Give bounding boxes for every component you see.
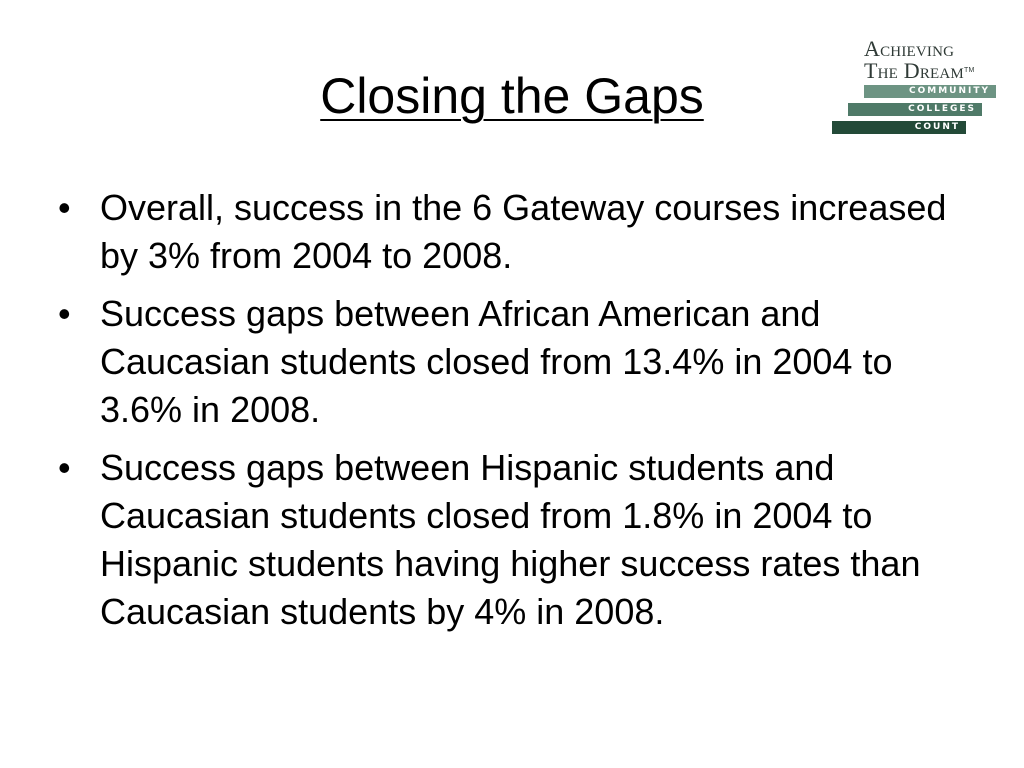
bullet-text: Overall, success in the 6 Gateway courses increased by 3% from 2004 to 2008. (100, 187, 947, 276)
bullet-item (52, 184, 982, 280)
logo-bar-community: COMMUNITY (864, 85, 996, 98)
logo-bar-colleges: COLLEGES (848, 103, 982, 116)
logo-trademark: TM (963, 67, 975, 74)
bullet-text: Success gaps between African American and Caucasian students closed from 13.4% in 2004 to 3.6% in 2008. (100, 293, 893, 430)
logo-text-achieving: Achieving (864, 36, 955, 61)
logo-line-achieving (864, 38, 954, 60)
bullet-text: Success gaps between Hispanic students and Caucasian students closed from 1.8% in 2004 to Hispanic students having higher success rates than Caucasian students by 4% in 2008. (100, 447, 921, 632)
achieving-the-dream-logo (832, 34, 1002, 138)
logo-bar-count: COUNT (832, 121, 966, 134)
logo-text-the-dream: The Dream (864, 58, 964, 83)
bullet-list (52, 184, 982, 646)
bullet-item (52, 290, 982, 434)
bullet-dot-icon: • (58, 187, 71, 228)
slide-title: Closing the Gaps (320, 68, 704, 124)
logo-line-the-dream (864, 60, 974, 82)
bullet-item (52, 444, 982, 636)
bullet-dot-icon: • (58, 447, 71, 488)
bullet-dot-icon: • (58, 293, 71, 334)
